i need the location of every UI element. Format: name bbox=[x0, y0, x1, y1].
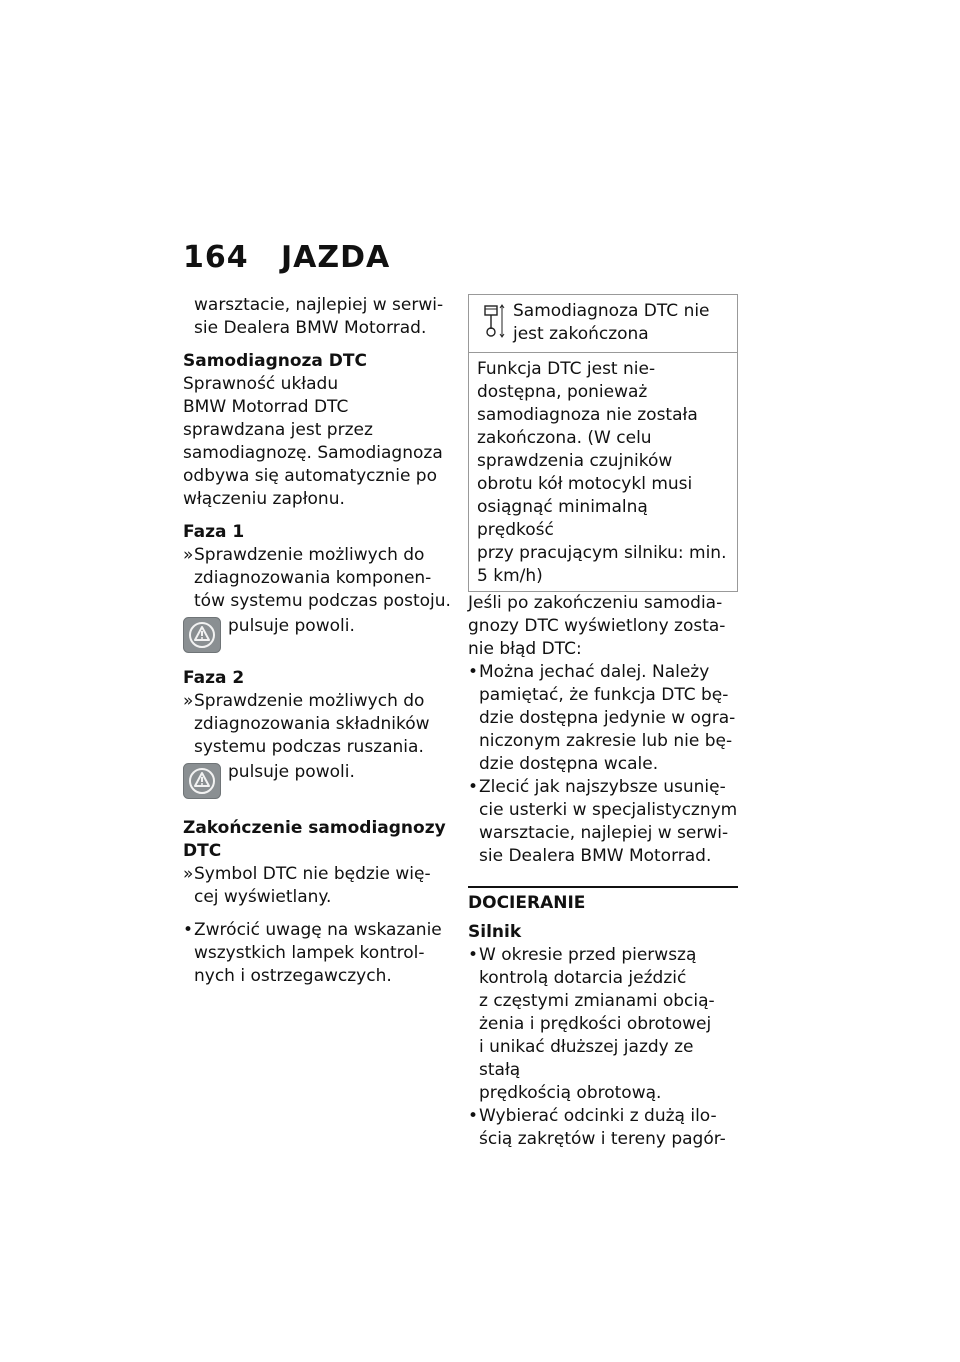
bullet-mark: • bbox=[468, 777, 479, 797]
bullet-mark: • bbox=[183, 920, 194, 940]
after-box-text: Jeśli po zakończeniu samodia- gnozy DTC wyświetlony zosta- nie błąd DTC: bbox=[468, 593, 726, 659]
end-bullet: • Zwrócić uwagę na wskazanie wszystkich lampek kontrol- nych i ostrzegawczych. bbox=[183, 920, 442, 986]
page-number: 164 bbox=[183, 240, 249, 275]
section-title: JAZDA bbox=[281, 240, 391, 275]
notice-box-header: Samodiagnoza DTC nie jest zakończona bbox=[469, 295, 737, 353]
bullet-mark: • bbox=[468, 1106, 479, 1126]
phase1-result: » Sprawdzenie możliwych do zdiagnozowania komponen- tów systemu podczas postoju. bbox=[183, 545, 451, 611]
page-header bbox=[183, 240, 390, 275]
left-column bbox=[183, 294, 453, 988]
dtc-heading: Samodiagnoza DTC bbox=[183, 351, 367, 371]
end-result: » Symbol DTC nie będzie wię- cej wyświetlany. bbox=[183, 864, 431, 907]
bullet-route: • Wybierać odcinki z dużą ilo- ścią zakrętów i tereny pagór- bbox=[468, 1106, 726, 1149]
intro-text: warsztacie, najlepiej w serwi- sie Dealera BMW Motorrad. bbox=[194, 295, 444, 338]
dtc-warning-icon bbox=[183, 617, 221, 653]
bullet-mark: • bbox=[468, 945, 479, 965]
phase2-indicator: pulsuje powoli. bbox=[183, 761, 453, 803]
result-mark: » bbox=[183, 545, 194, 565]
notice-box bbox=[468, 294, 738, 592]
notice-box-body: Funkcja DTC jest nie- dostępna, ponieważ samodiagnoza nie została zakończona. (W celu sprawdzenia czujników obrotu kół motocykl musi osiągnąć minimalną prędkość przy pracującym silniku: min. 5 km/h) bbox=[477, 359, 727, 586]
result-mark: » bbox=[183, 691, 194, 711]
end-heading: Zakończenie samodiagnozy DTC bbox=[183, 818, 446, 861]
engine-piston-icon bbox=[483, 303, 505, 339]
bullet-break-in: • W okresie przed pierwszą kontrolą dotarcia jeździć z częstymi zmianami obcią- żenia i prędkości obrotowej i unikać dłuższej jazdy ze stałą prędkością obrotową. bbox=[468, 945, 715, 1103]
bullet-repair: • Zlecić jak najszybsze usunię- cie usterki w specjalistycznym warsztacie, najlepiej w serwi- sie Dealera BMW Motorrad. bbox=[468, 777, 738, 866]
section-heading: DOCIERANIE bbox=[468, 893, 586, 913]
dtc-description: Sprawność układu BMW Motorrad DTC sprawdzana jest przez samodiagnozę. Samodiagnoza odbywa się automatycznie po włączeniu zapłonu. bbox=[183, 374, 443, 509]
phase2-result: » Sprawdzenie możliwych do zdiagnozowania składników systemu podczas ruszania. bbox=[183, 691, 430, 757]
bullet-continue-riding: • Można jechać dalej. Należy pamiętać, że funkcja DTC bę- dzie dostępna jedynie w ogra- niczonym zakresie lub nie bę- dzie dostępna wcale. bbox=[468, 662, 736, 774]
right-column bbox=[468, 294, 738, 1151]
bullet-mark: • bbox=[468, 662, 479, 682]
section-divider bbox=[468, 886, 738, 915]
phase1-indicator: pulsuje powoli. bbox=[183, 615, 453, 657]
result-mark: » bbox=[183, 864, 194, 884]
dtc-warning-icon bbox=[183, 763, 221, 799]
phase1-heading: Faza 1 bbox=[183, 522, 245, 542]
phase2-heading: Faza 2 bbox=[183, 668, 245, 688]
engine-heading: Silnik bbox=[468, 922, 522, 942]
